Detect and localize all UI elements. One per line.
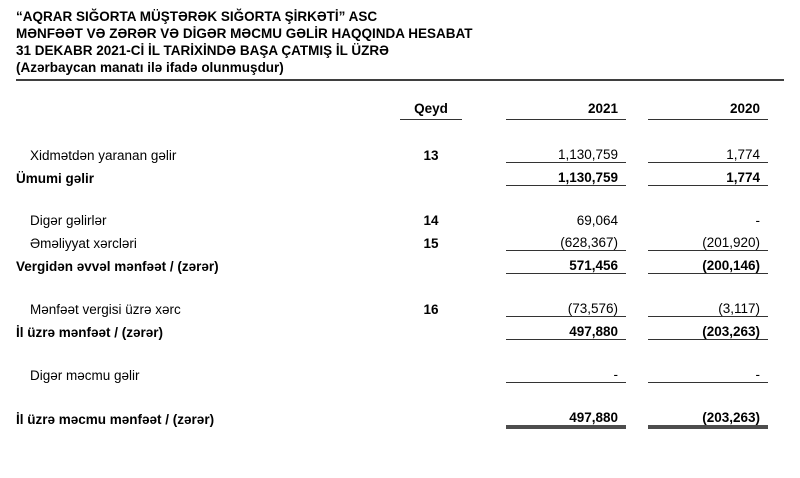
- statement-row: [16, 228, 768, 251]
- row-note: 14: [423, 213, 439, 228]
- statement-row: [16, 206, 768, 228]
- column-header-note: Qeyd: [400, 90, 462, 120]
- statement-row: [16, 403, 768, 427]
- column-gap: [626, 403, 648, 427]
- cell-2021: -: [506, 360, 626, 383]
- column-gap: [626, 90, 648, 120]
- row-note: [400, 251, 462, 274]
- cell-2021: 69,064: [576, 213, 618, 228]
- column-gap: [626, 251, 648, 274]
- document-header: [16, 8, 784, 81]
- statement-row: [16, 251, 768, 274]
- row-note: [400, 317, 462, 340]
- cell-2021: 1,130,759: [506, 163, 626, 186]
- income-statement-table: [16, 90, 768, 429]
- cell-2021: (73,576): [506, 294, 626, 317]
- company-name: “AQRAR SIĞORTA MÜŞTƏRƏK SIĞORTA ŞİRKƏTİ” ASC: [16, 9, 378, 24]
- row-note: [400, 360, 462, 383]
- column-header-2021: 2021: [506, 90, 626, 120]
- cell-2021: 1,130,759: [506, 140, 626, 163]
- column-gap: [626, 206, 648, 228]
- row-label: Xidmətdən yaranan gəlir: [30, 147, 177, 163]
- row-label: Ümumi gəlir: [16, 170, 95, 186]
- column-gap: [462, 294, 506, 317]
- cell-2020: 1,774: [648, 140, 768, 163]
- cell-2021: 497,880: [506, 403, 626, 427]
- statement-period: 31 DEKABR 2021-Cİ İL TARİXİNDƏ BAŞA ÇATMIŞ İL ÜZRƏ: [16, 43, 389, 58]
- row-label: İl üzrə mənfəət / (zərər): [16, 324, 164, 340]
- row-label: Vergidən əvvəl mənfəət / (zərər): [16, 258, 219, 274]
- row-note: [400, 403, 462, 427]
- spacer-row: [16, 274, 768, 295]
- column-header-row: [16, 90, 768, 120]
- column-gap: [626, 294, 648, 317]
- column-gap: [462, 317, 506, 340]
- cell-2020: (203,263): [648, 403, 768, 427]
- column-gap: [626, 228, 648, 251]
- statement-row: [16, 317, 768, 340]
- row-label: İl üzrə məcmu mənfəət / (zərər): [16, 412, 215, 427]
- spacer-row: [16, 186, 768, 207]
- spacer-cell: [16, 120, 768, 141]
- column-gap: [626, 163, 648, 186]
- currency-note: (Azərbaycan manatı ilə ifadə olunmuşdur): [16, 60, 284, 75]
- cell-2020: (201,920): [648, 228, 768, 251]
- spacer-cell: [16, 340, 768, 361]
- cell-2020: 1,774: [648, 163, 768, 186]
- column-gap: [462, 228, 506, 251]
- row-label: Digər gəlirlər: [30, 213, 107, 228]
- header-label-spacer: [16, 90, 400, 120]
- row-label: Digər məcmu gəlir: [30, 367, 140, 383]
- column-gap: [462, 403, 506, 427]
- statement-row: [16, 360, 768, 383]
- column-header-2020: 2020: [648, 90, 768, 120]
- spacer-row: [16, 383, 768, 404]
- cell-2020: -: [755, 213, 760, 228]
- row-note: 15: [423, 235, 439, 251]
- spacer-row: [16, 340, 768, 361]
- column-gap: [626, 140, 648, 163]
- row-note: 13: [423, 147, 439, 163]
- column-gap: [462, 90, 506, 120]
- column-gap: [626, 360, 648, 383]
- column-gap: [462, 360, 506, 383]
- column-gap: [626, 317, 648, 340]
- cell-2020: (200,146): [648, 251, 768, 274]
- row-label: Mənfəət vergisi üzrə xərc: [30, 301, 181, 317]
- row-note: [400, 163, 462, 186]
- cell-2021: 497,880: [506, 317, 626, 340]
- cell-2020: (203,263): [648, 317, 768, 340]
- spacer-cell: [16, 274, 768, 295]
- column-gap: [462, 206, 506, 228]
- cell-2021: 571,456: [506, 251, 626, 274]
- cell-2020: -: [648, 360, 768, 383]
- spacer-cell: [16, 186, 768, 207]
- statement-row: [16, 140, 768, 163]
- spacer-cell: [16, 383, 768, 404]
- spacer-row: [16, 120, 768, 141]
- cell-2020: (3,117): [648, 294, 768, 317]
- row-note: 16: [423, 301, 439, 317]
- statement-title: MƏNFƏƏT VƏ ZƏRƏR VƏ DİGƏR MƏCMU GƏLİR HAQQINDA HESABAT: [16, 26, 473, 41]
- statement-row: [16, 294, 768, 317]
- column-gap: [462, 140, 506, 163]
- cell-2021: (628,367): [506, 228, 626, 251]
- column-gap: [462, 251, 506, 274]
- statement-row: [16, 163, 768, 186]
- row-label: Əməliyyat xərcləri: [30, 235, 137, 251]
- column-gap: [462, 163, 506, 186]
